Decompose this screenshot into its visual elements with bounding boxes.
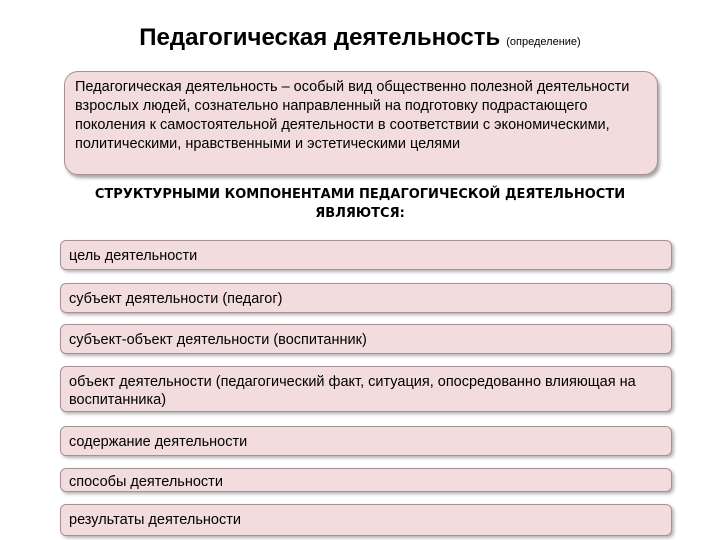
title-main: Педагогическая деятельность [139, 24, 501, 51]
component-subject: субъект деятельности (педагог) [60, 283, 672, 313]
components-heading: СТРУКТУРНЫМИ КОМПОНЕНТАМИ ПЕДАГОГИЧЕСКОЙ ДЕЯТЕЛЬНОСТИ ЯВЛЯЮТСЯ: [94, 187, 626, 221]
page-title [0, 24, 720, 52]
component-goal: цель деятельности [60, 240, 672, 270]
component-content: содержание деятельности [60, 426, 672, 456]
component-methods: способы деятельности [60, 468, 672, 492]
component-object: объект деятельности (педагогический факт, ситуация, опосредованно влияющая на воспитанника) [60, 366, 672, 412]
component-subject-object: субъект-объект деятельности (воспитанник) [60, 324, 672, 354]
component-results: результаты деятельности [60, 504, 672, 536]
title-subtitle: (определение) [506, 36, 581, 48]
definition-box: Педагогическая деятельность – особый вид общественно полезной деятельности взрослых людей, сознательно направленный на подготовку подрастающего поколения к самостоятельной деятельности в соответствии с экономическими, политическими, нравственными и эстетическими целями [64, 71, 658, 175]
